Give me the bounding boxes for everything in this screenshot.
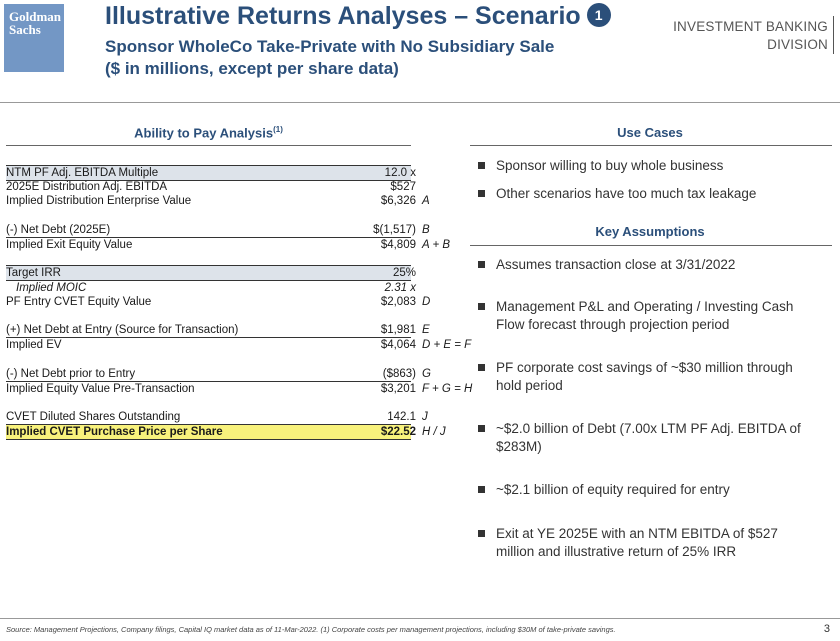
table-row (6, 180, 476, 194)
ability-to-pay-footnote-marker: (1) (273, 125, 283, 134)
table-row (6, 338, 476, 352)
logo-line-1: Goldman (9, 9, 62, 24)
bullet-text: PF corporate cost savings of ~$30 million through hold period (496, 360, 793, 393)
table-row (6, 266, 476, 280)
row-label: Implied EV (6, 339, 62, 351)
page-number: 3 (823, 623, 830, 635)
row-ref: A + B (422, 239, 451, 251)
ability-to-pay-rule (6, 145, 411, 146)
row-value: 12.0 x (384, 167, 416, 179)
row-value: $4,809 (380, 239, 416, 251)
footer-rule (0, 618, 840, 619)
table-row (6, 367, 476, 381)
row-value: $1,981 (380, 324, 416, 336)
scenario-badge: 1 (587, 3, 611, 27)
row-ref: D (422, 296, 431, 308)
row-label: (-) Net Debt prior to Entry (6, 368, 136, 380)
table-row (6, 425, 476, 439)
division-label (673, 18, 828, 54)
row-label: Implied Exit Equity Value (6, 239, 133, 251)
list-item (478, 359, 818, 395)
row-value: 142.1 (387, 411, 416, 423)
page-title-text: Illustrative Returns Analyses – Scenario (105, 2, 581, 30)
row-ref: F + G = H (422, 383, 473, 395)
table-row (6, 281, 476, 295)
bullet-icon (478, 364, 485, 371)
bullet-icon (478, 162, 485, 169)
row-label: 2025E Distribution Adj. EBITDA (6, 181, 168, 193)
bullet-text: ~$2.0 billion of Debt (7.00x LTM PF Adj. EBITDA of $283M) (496, 421, 801, 454)
bullet-text: Management P&L and Operating / Investing Cash Flow forecast through projection period (496, 299, 794, 332)
use-cases-rule (470, 145, 832, 146)
key-assumptions-heading: Key Assumptions (595, 224, 705, 239)
page-title (105, 2, 611, 31)
row-value: $4,064 (380, 339, 416, 351)
row-label: CVET Diluted Shares Outstanding (6, 411, 181, 423)
ability-to-pay-heading-text: Ability to Pay Analysis (134, 125, 274, 141)
division-divider (833, 16, 834, 54)
row-value: $527 (390, 181, 416, 193)
table-row (6, 223, 476, 237)
bullet-icon (478, 190, 485, 197)
row-label: NTM PF Adj. EBITDA Multiple (6, 167, 159, 179)
row-value: $22.52 (380, 426, 416, 438)
row-label: (+) Net Debt at Entry (Source for Transaction) (6, 324, 239, 336)
table-row (6, 382, 476, 396)
row-label: Target IRR (6, 267, 61, 279)
ability-to-pay-heading (6, 125, 411, 140)
list-item (478, 157, 818, 175)
row-value: $3,201 (380, 383, 416, 395)
table-row (6, 194, 476, 208)
bullet-text: Assumes transaction close at 3/31/2022 (496, 257, 736, 272)
row-value: $2,083 (380, 296, 416, 308)
row-label: Implied Equity Value Pre-Transaction (6, 383, 195, 395)
row-ref: H / J (422, 426, 446, 438)
goldman-sachs-logo (4, 4, 64, 72)
row-value: $6,326 (380, 195, 416, 207)
list-item (478, 525, 818, 561)
row-label: Implied CVET Purchase Price per Share (6, 426, 223, 438)
division-line-1: INVESTMENT BANKING (673, 19, 828, 34)
row-ref: G (422, 368, 431, 380)
key-assumptions-rule (470, 245, 832, 246)
table-row (6, 238, 476, 252)
use-cases-heading: Use Cases (617, 125, 683, 140)
row-ref: J (422, 411, 428, 423)
row-label: Implied MOIC (16, 282, 87, 294)
row-ref: B (422, 224, 430, 236)
list-item (478, 420, 818, 456)
row-ref: E (422, 324, 430, 336)
bullet-text: ~$2.1 billion of equity required for entry (496, 482, 730, 497)
bullet-text: Exit at YE 2025E with an NTM EBITDA of $527 million and illustrative return of 25% IRR (496, 526, 778, 559)
table-row (6, 410, 476, 424)
row-label: PF Entry CVET Equity Value (6, 296, 152, 308)
bullet-icon (478, 261, 485, 268)
row-label: (-) Net Debt (2025E) (6, 224, 111, 236)
list-item (478, 481, 818, 499)
row-value: 2.31 x (384, 282, 416, 294)
row-value: 25% (392, 267, 416, 279)
table-row (6, 295, 476, 309)
table-row (6, 166, 476, 180)
bullet-icon (478, 303, 485, 310)
subtitle-line-1: Sponsor WholeCo Take-Private with No Subsidiary Sale (105, 37, 555, 56)
bullet-icon (478, 425, 485, 432)
list-item (478, 256, 818, 274)
list-item (478, 298, 818, 334)
bullet-icon (478, 530, 485, 537)
row-ref: A (422, 195, 430, 207)
source-footnote: Source: Management Projections, Company filings, Capital IQ market data as of 11-Mar-2022. (1) Corporate costs per management projections, including $30M of take-private savings. (6, 625, 616, 634)
table-row (6, 323, 476, 337)
page-subtitle (105, 36, 554, 80)
bullet-icon (478, 486, 485, 493)
table-rule-9 (6, 439, 411, 440)
row-label: Implied Distribution Enterprise Value (6, 195, 192, 207)
logo-line-2: Sachs (9, 22, 41, 37)
row-ref: D + E = F (422, 339, 472, 351)
list-item (478, 185, 818, 203)
bullet-text: Other scenarios have too much tax leakage (496, 186, 757, 201)
subtitle-line-2: ($ in millions, except per share data) (105, 59, 399, 78)
header-rule (0, 102, 840, 103)
division-line-2: DIVISION (767, 37, 828, 52)
bullet-text: Sponsor willing to buy whole business (496, 158, 724, 173)
row-value: ($863) (382, 368, 416, 380)
row-value: $(1,517) (373, 224, 416, 236)
